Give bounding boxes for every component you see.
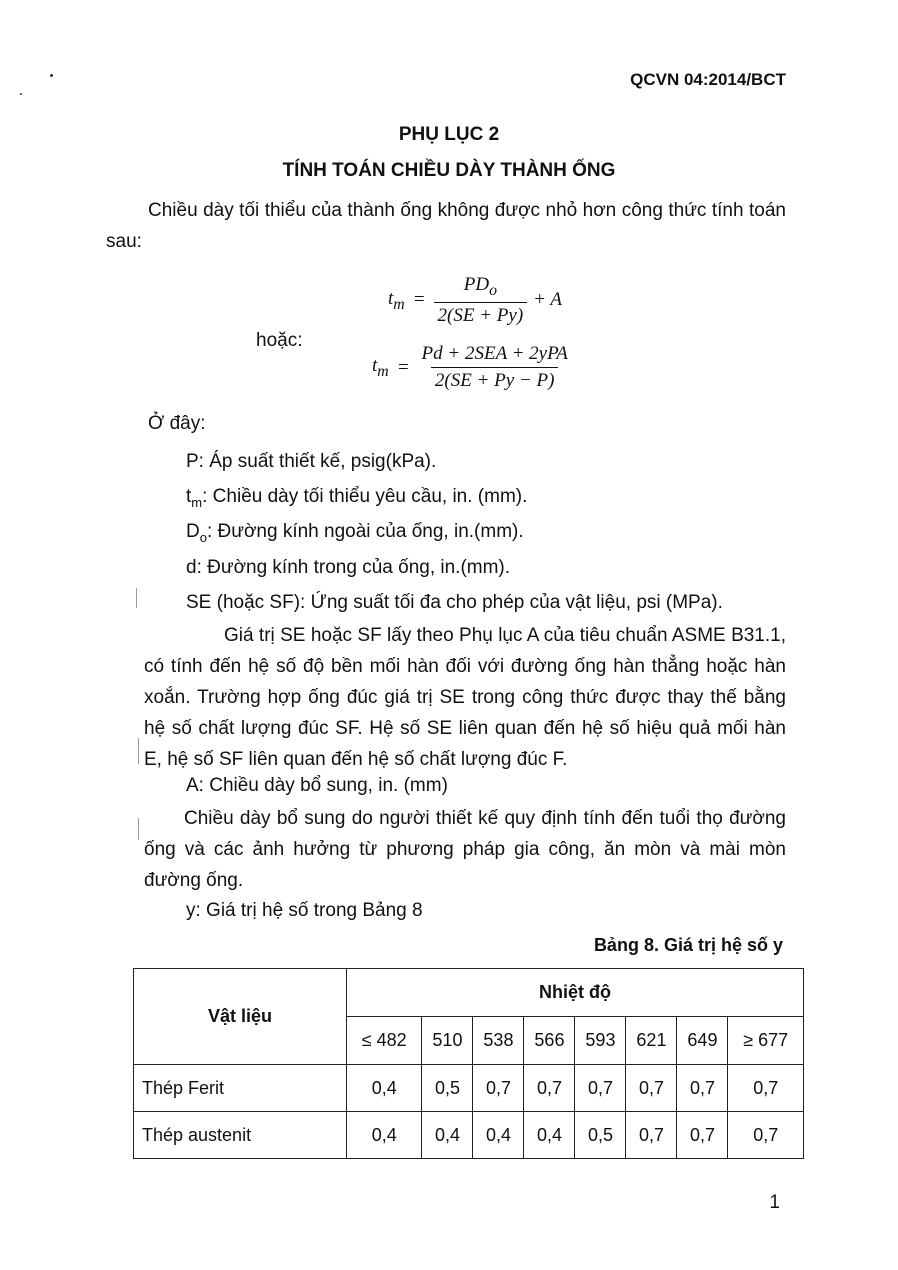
value-cell: 0,7 <box>626 1065 677 1112</box>
temp-cell: ≤ 482 <box>347 1017 422 1065</box>
value-cell: 0,7 <box>575 1065 626 1112</box>
material-cell: Thép Ferit <box>134 1065 347 1112</box>
value-cell: 0,4 <box>347 1065 422 1112</box>
formula-2-equals: = <box>396 356 410 378</box>
temp-cell: 649 <box>677 1017 728 1065</box>
formula-2-numerator: Pd + 2SEA + 2yPA <box>421 343 568 364</box>
formula-1 <box>388 274 562 327</box>
formula-1-addend: + A <box>533 289 563 311</box>
appendix-title: PHỤ LỤC 2 <box>398 124 500 145</box>
se-explanation-paragraph: Giá trị SE hoặc SF lấy theo Phụ lục A của tiêu chuẩn ASME B31.1, có tính đến hệ số độ bền mối hàn đối với đường ống hàn thẳng hoặc hàn xoắn. Trường hợp ống đúc giá trị SE trong công thức được thay thế bằng hệ số chất lượng đúc SF. Hệ số SE liên quan đến hệ số hiệu quả mối hàn E, hệ số SF liên quan đến hệ số chất lượng đúc F. <box>144 625 786 770</box>
scan-mark <box>138 818 139 840</box>
value-cell: 0,4 <box>524 1112 575 1159</box>
value-cell: 0,7 <box>524 1065 575 1112</box>
formula-2-lhs: $t_m$ <box>372 354 389 380</box>
definition-do: $D_o$: Đường kính ngoài của ống, in.(mm). <box>186 521 524 545</box>
value-cell: 0,7 <box>728 1112 804 1159</box>
or-label: hoặc: <box>256 330 303 351</box>
definition-tm: $t_m$: Chiều dày tối thiểu yêu cầu, in. (mm). <box>186 486 528 510</box>
definition-d: d: Đường kính trong của ống, in.(mm). <box>186 557 511 578</box>
temp-cell: 593 <box>575 1017 626 1065</box>
value-cell: 0,7 <box>626 1112 677 1159</box>
intro-paragraph: Chiều dày tối thiểu của thành ống không được nhỏ hơn công thức tính toán sau: <box>106 200 786 252</box>
value-cell: 0,7 <box>677 1112 728 1159</box>
a-explanation-paragraph: Chiều dày bổ sung do người thiết kế quy định tính đến tuổi thọ đường ống và các ảnh hưởng từ phương pháp gia công, ăn mòn và mài mòn đường ống. <box>144 808 786 891</box>
temp-cell: 538 <box>473 1017 524 1065</box>
document-code: QCVN 04:2014/BCT <box>630 70 786 89</box>
value-cell: 0,4 <box>347 1112 422 1159</box>
scan-speck <box>20 93 22 95</box>
formula-1-numerator: $PD_o$ <box>463 274 497 299</box>
temp-cell: ≥ 677 <box>728 1017 804 1065</box>
temp-cell: 621 <box>626 1017 677 1065</box>
formula-1-equals: = <box>412 289 426 311</box>
formula-2 <box>372 343 572 392</box>
formula-1-lhs: $t_m$ <box>388 287 405 313</box>
table-row <box>134 1112 804 1159</box>
material-cell: Thép austenit <box>134 1112 347 1159</box>
scan-mark <box>136 588 137 608</box>
temp-cell: 510 <box>422 1017 473 1065</box>
value-cell: 0,4 <box>422 1112 473 1159</box>
header-temperature: Nhiệt độ <box>347 969 804 1017</box>
value-cell: 0,7 <box>728 1065 804 1112</box>
value-cell: 0,5 <box>422 1065 473 1112</box>
value-cell: 0,7 <box>473 1065 524 1112</box>
definition-a: A: Chiều dày bổ sung, in. (mm) <box>186 775 448 796</box>
formula-2-denominator: 2(SE + Py − P) <box>431 367 559 392</box>
scan-mark <box>138 738 139 764</box>
definition-y: y: Giá trị hệ số trong Bảng 8 <box>186 900 423 921</box>
temp-cell: 566 <box>524 1017 575 1065</box>
appendix-subtitle: TÍNH TOÁN CHIỀU DÀY THÀNH ỐNG <box>282 160 616 181</box>
value-cell: 0,7 <box>677 1065 728 1112</box>
definition-p: P: Áp suất thiết kế, psig(kPa). <box>186 451 437 472</box>
scan-speck <box>50 74 53 77</box>
formula-1-fraction <box>434 274 528 327</box>
page-number: 1 <box>769 1192 780 1213</box>
formula-2-fraction <box>418 343 572 392</box>
coefficient-y-table <box>133 968 804 1159</box>
where-label: Ở đây: <box>148 413 206 434</box>
table-caption: Bảng 8. Giá trị hệ số y <box>593 935 783 955</box>
header-material: Vật liệu <box>134 969 347 1065</box>
formula-1-denominator: 2(SE + Py) <box>434 302 528 327</box>
definition-se: SE (hoặc SF): Ứng suất tối đa cho phép của vật liệu, psi (MPa). <box>186 592 723 613</box>
table-row <box>134 1065 804 1112</box>
value-cell: 0,4 <box>473 1112 524 1159</box>
value-cell: 0,5 <box>575 1112 626 1159</box>
